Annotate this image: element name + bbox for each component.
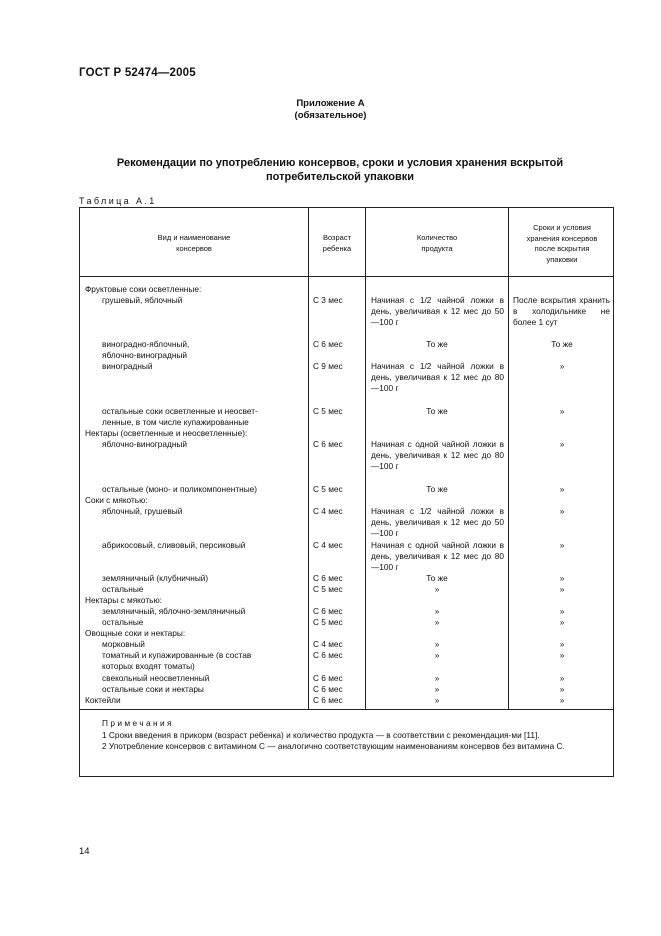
- category-label: Фруктовые соки осветленные:: [85, 284, 202, 294]
- ditto-mark: »: [434, 639, 440, 649]
- product-name: яблочно-виноградный: [102, 439, 188, 449]
- ditto-mark: »: [559, 639, 565, 649]
- ditto-mark: »: [434, 617, 440, 627]
- product-name: земляничный (клубничный): [102, 573, 209, 583]
- product-name: абрикосовый, сливовый, персиковый: [102, 540, 246, 550]
- note-1: 1 Сроки введения в прикорм (возраст ребенка) и количество продукта — в соответствии с рекомендация-ми [11].: [102, 729, 540, 740]
- product-name: свекольный неосветленный: [102, 673, 210, 683]
- quantity-value: То же: [426, 339, 448, 349]
- ditto-mark: »: [559, 584, 565, 594]
- page-number: 14: [79, 846, 90, 857]
- product-name: морковный: [102, 639, 145, 649]
- product-name: яблочный, грушевый: [102, 506, 183, 516]
- column-divider: [508, 208, 509, 710]
- quantity-value: То же: [426, 406, 448, 416]
- age-value: С 9 мес: [313, 361, 343, 371]
- section-title: Рекомендации по употреблению консервов, сроки и условия хранения вскрытой потребительской упаковки: [116, 157, 564, 183]
- product-name: яблочно-виноградный: [102, 350, 188, 360]
- notes-heading: Примечания: [102, 718, 174, 728]
- ditto-mark: »: [559, 695, 565, 705]
- header-storage: Сроки и условия хранения консервов после вскрытия упаковки: [526, 223, 598, 264]
- document-code: ГОСТ Р 52474—2005: [79, 67, 196, 79]
- product-name: остальные соки осветленные и неосвет-: [102, 406, 258, 416]
- recommendations-table: [79, 207, 614, 777]
- age-value: С 5 мес: [313, 406, 343, 416]
- product-name: которых входят томаты): [102, 661, 195, 671]
- product-name: земляничный, яблочно-земляничный: [102, 606, 246, 616]
- ditto-mark: »: [559, 439, 565, 449]
- header-divider: [80, 276, 613, 277]
- product-name: остальные: [102, 617, 144, 627]
- ditto-mark: »: [434, 695, 440, 705]
- ditto-mark: »: [559, 506, 565, 516]
- header-name: Вид и наименование консервов: [157, 233, 231, 253]
- ditto-mark: »: [559, 617, 565, 627]
- category-label: Нектары (осветленные и неосветленные):: [85, 428, 248, 438]
- ditto-mark: »: [434, 673, 440, 683]
- ditto-mark: »: [559, 540, 565, 550]
- column-divider: [365, 208, 366, 710]
- ditto-mark: »: [434, 650, 440, 660]
- product-name: грушевый, яблочный: [102, 295, 183, 305]
- table-notes: [86, 718, 607, 753]
- annex-heading: [0, 98, 661, 122]
- note-2: 2 Употребление консервов с витамином С — аналогично соответствующим наименованиям консервов без витамина С.: [102, 741, 565, 751]
- ditto-mark: »: [434, 684, 440, 694]
- age-value: С 5 мес: [313, 617, 343, 627]
- product-name: виноградный: [102, 361, 153, 371]
- age-value: С 6 мес: [313, 339, 343, 349]
- age-value: С 4 мес: [313, 506, 343, 516]
- category-label: Соки с мякотью:: [85, 495, 148, 505]
- age-value: С 4 мес: [313, 639, 343, 649]
- product-name: остальные (моно- и поликомпонентные): [102, 484, 258, 494]
- ditto-mark: »: [559, 361, 565, 371]
- product-name: остальные соки и нектары: [102, 684, 204, 694]
- ditto-mark: »: [559, 606, 565, 616]
- age-value: С 6 мес: [313, 684, 343, 694]
- ditto-mark: »: [559, 650, 565, 660]
- notes-divider: [80, 709, 613, 710]
- age-value: С 6 мес: [313, 695, 343, 705]
- age-value: С 5 мес: [313, 484, 343, 494]
- column-divider: [308, 208, 309, 710]
- header-age: Возраст ребенка: [322, 233, 352, 253]
- header-quantity: Количество продукта: [416, 233, 458, 253]
- age-value: С 4 мес: [313, 540, 343, 550]
- storage-value: То же: [551, 339, 573, 349]
- category-label: Нектары с мякотью:: [85, 595, 162, 605]
- age-value: С 6 мес: [313, 606, 343, 616]
- quantity-value: Начиная с одной чайной ложки в день, увеличивая к 12 мес до 80—100 г: [371, 439, 504, 471]
- quantity-value: Начиная с 1/2 чайной ложки в день, увеличивая к 12 мес до 50—100 г: [371, 506, 504, 538]
- quantity-value: Начиная с 1/2 чайной ложки в день, увеличивая к 12 мес до 80—100 г: [371, 361, 504, 393]
- ditto-mark: »: [559, 573, 565, 583]
- ditto-mark: »: [559, 484, 565, 494]
- product-name: ленные, в том числе купажированные: [102, 417, 249, 427]
- product-name: виноградно-яблочный,: [102, 339, 190, 349]
- annex-status: (обязательное): [294, 110, 367, 121]
- age-value: С 5 мес: [313, 584, 343, 594]
- ditto-mark: »: [559, 673, 565, 683]
- storage-value: После вскрытия хранить в холодильнике не более 1 сут: [513, 295, 610, 327]
- age-value: С 3 мес: [313, 295, 343, 305]
- annex-label: Приложение А: [296, 98, 365, 109]
- category-label: Овощные соки и нектары:: [85, 628, 186, 638]
- quantity-value: То же: [426, 573, 448, 583]
- table-caption: Таблица А.1: [79, 196, 157, 206]
- quantity-value: То же: [426, 484, 448, 494]
- quantity-value: Начиная с одной чайной ложки в день, увеличивая к 12 мес до 80—100 г: [371, 540, 504, 572]
- ditto-mark: »: [559, 684, 565, 694]
- age-value: С 6 мес: [313, 573, 343, 583]
- ditto-mark: »: [559, 406, 565, 416]
- ditto-mark: »: [434, 584, 440, 594]
- category-label: Коктейли: [85, 695, 121, 705]
- age-value: С 6 мес: [313, 673, 343, 683]
- age-value: С 6 мес: [313, 439, 343, 449]
- ditto-mark: »: [434, 606, 440, 616]
- product-name: остальные: [102, 584, 144, 594]
- age-value: С 6 мес: [313, 650, 343, 660]
- product-name: томатный и купажированные (в состав: [102, 650, 252, 660]
- quantity-value: Начиная с 1/2 чайной ложки в день, увеличивая к 12 мес до 50—100 г: [371, 295, 504, 327]
